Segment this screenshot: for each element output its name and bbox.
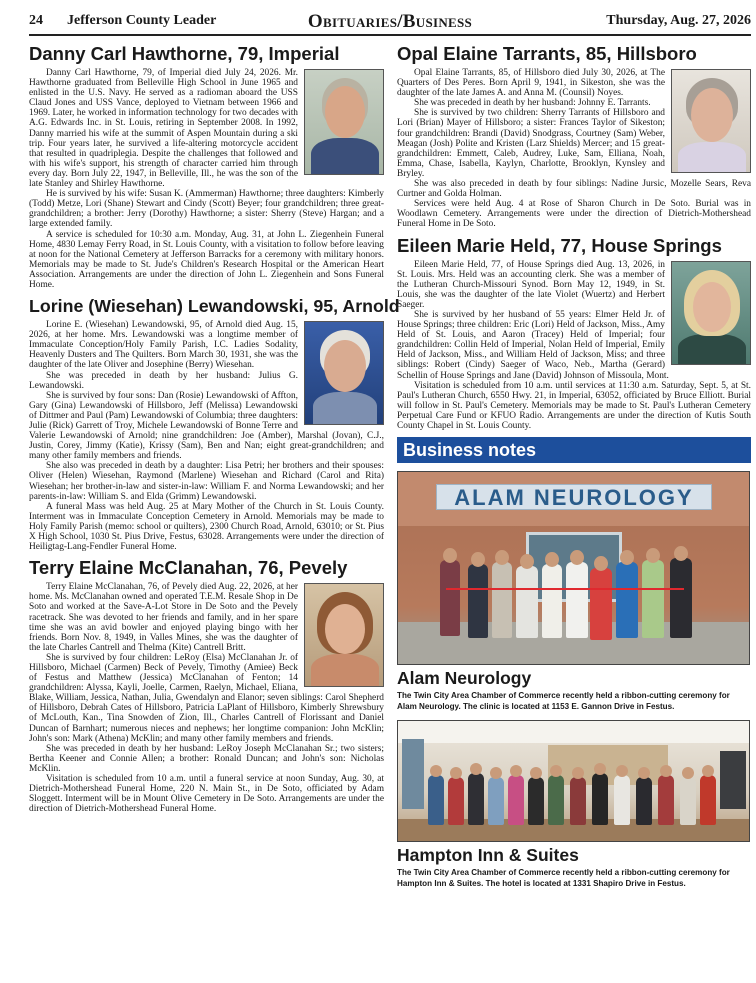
obituary-paragraph: She was preceded in death by her husband: Johnny E. Tarrants. bbox=[414, 98, 651, 109]
obituary-mcclanahan bbox=[29, 557, 384, 814]
obituary-body bbox=[397, 68, 751, 230]
issue-date: Thursday, Aug. 27, 2026 bbox=[606, 13, 751, 28]
obituary-heading: Danny Carl Hawthorne, 79, Imperial bbox=[29, 43, 340, 64]
obituary-tarrants bbox=[397, 43, 751, 230]
obituary-body bbox=[29, 68, 384, 290]
paper-name: Jefferson County Leader bbox=[67, 13, 217, 28]
business-caption: The Twin City Area Chamber of Commerce recently held a ribbon-cutting ceremony for Alam Neurology. The clinic is located at 1153 E. Gannon Drive in Festus. bbox=[397, 691, 730, 711]
left-column bbox=[29, 41, 400, 819]
obituary-paragraph: A service is scheduled for 10:30 a.m. Monday, Aug. 31, at John L. Ziegenhein Funeral Home, 4830 Lemay Ferry Road, in St. Louis County, with a visitation to follow before leaving at noon for the National Cemetery at Jefferson Barracks for a ceremony with military honors. Memorials may be made to St. Jude's Children's Research Hospital or the American Heart Association. Arrangements are under the direction of John L. Ziegenhein and Sons Funeral Home. bbox=[29, 229, 384, 290]
business-title: Alam Neurology bbox=[397, 668, 532, 689]
section-title: Obituaries/Business bbox=[307, 11, 473, 32]
obituary-heading: Opal Elaine Tarrants, 85, Hillsboro bbox=[397, 43, 697, 64]
obituary-paragraph: Visitation is scheduled from 10 a.m. until services at 11:30 a.m. Saturday, Sept. 5, at St. Paul's Lutheran Church, 6550 Hwy. 21, in Imperial, 63052, officiated by Bruce Elliott. Burial will follow in St. Paul's Cemetery. Memorials may be made to St. Paul's Lutheran Cemetery Perpetual Care Fund or KFUO Radio. Arrangements are under the direction of Kutis South County Chapel in St. Louis County. bbox=[397, 380, 751, 431]
obituary-hawthorne bbox=[29, 43, 384, 290]
obituary-heading: Eileen Marie Held, 77, House Springs bbox=[397, 234, 722, 256]
obituary-held bbox=[397, 235, 751, 432]
obituary-heading: Lorine (Wiesehan) Lewandowski, 95, Arnold bbox=[29, 296, 400, 317]
portrait-photo bbox=[304, 69, 384, 175]
business-caption: The Twin City Area Chamber of Commerce recently held a ribbon-cutting ceremony for Hampton Inn & Suites. The hotel is located at 1331 Shapiro Drive in Festus. bbox=[397, 868, 730, 888]
obituary-paragraph: Opal Elaine Tarrants, 85, of Hillsboro died July 30, 2026, at The Quarters of Des Peres. Born April 9, 1941, in Sikeston, she was the daughter of the late James A. and Anna M. (Counsil) Noyes. bbox=[397, 68, 665, 99]
page-number: 24 bbox=[29, 13, 43, 28]
obituary-paragraph: Eileen Marie Held, 77, of House Springs died Aug. 13, 2026, in St. Louis. Mrs. Held was an accounting clerk. She was a member of the Lutheran Church-Missouri Synod. Born May 12, 1949, in St. Louis, she was the daughter of the late Violet (Wuertz) and Herbert Saeger. bbox=[397, 259, 665, 310]
obituary-paragraph: She was also preceded in death by four siblings: Nadine Jursic, Mozelle Sears, Reva Curtner and Golda Holman. bbox=[397, 179, 751, 200]
obituary-paragraph: Terry Elaine McClanahan, 76, of Pevely died Aug. 22, 2026, at her home. Ms. McClanahan owned and operated T.E.M. Resale Shop in De Soto and worked at the Save-A-Lot Store in De Soto and the Pevely racetrack. She was devoted to her friends and family, and in her spare time she was an avid bowler and enjoyed playing bingo with her friends. Born Nov. 8, 1949, in Valles Mines, she was the daughter of the late Charles Cantrell and Thelma (Kite) Cantrell Britt. bbox=[29, 582, 298, 653]
obituary-paragraph: She is survived by four children: LeRoy (Elsa) McClanahan Jr. of Hillsboro, Michael (Carmen) Beck of Pevely, Timothy (Amiee) Beck of Festus and Matthew (Jessica) McClanahan of Fenton; 14 grandchildren: Alyssa, Kayli, Joelle, Carmen, Raelyn, Michael, Eliana, Blake, William, Jessica, Nathan, Julia, Gwendalyn and Elanor; seven siblings: Carol Shepherd of Hillsboro, Debrah Cates of Hillsboro, Patricia LaPlant of Hillsboro, Kimberly Shrewsbury of McLouth, Kan., Tina Snowden of Zion, Ill., Charles Cantrell of Florissant and Daniel Duncan of Barnhart; numerous nieces and nephews; her longtime companion: John McKlin; John's son: Mark (Athena) McKlin; and many other family members and friends. bbox=[29, 652, 384, 744]
obituary-paragraph: Visitation is scheduled from 10 a.m. until a funeral service at noon Sunday, Aug. 30, at Dietrich-Mothershead Funeral Home, 220 N. Main St., in De Soto, officiated by Adam Sloggett. Interment will be in Mount Olive Cemetery in De Soto. Arrangements are under the direction of Dietrich-Mothershead Funeral Home. bbox=[29, 774, 384, 815]
portrait-photo bbox=[304, 321, 384, 425]
obituary-paragraph: She was preceded in death by her husband: LeRoy Joseph McClanahan Sr.; two sisters; Bertha Keener and Connie Allen; a brother: Ronald Duncan; and John's son: Nicholas McKlin. bbox=[29, 743, 384, 774]
portrait-photo bbox=[304, 583, 384, 687]
masthead bbox=[29, 10, 751, 36]
obituary-body bbox=[397, 260, 751, 432]
obituary-body bbox=[29, 320, 384, 552]
business-notes bbox=[397, 437, 751, 889]
obituary-paragraph: She is survived by two children: Sherry Tarrants of Hillsboro and Lori (Brian) Mayer of Hillsboro; a sister: Frances Taylor of Sikeston; four grandchildren: Brandi (David) Snodgrass, Courtney (Sam) Weber, Meagan (Josh) Polite and Kristen (Larz Shields) Mercer; and 15 great-grandchildren: Emmett, Caleb, Audrey, Luke, Sam, Elliana, Noah, Emma, Chase, Isabella, Kaylyn, Charlotte, Brooklyn, Kynsley and Bryley. bbox=[397, 108, 665, 179]
obituary-heading: Terry Elaine McClanahan, 76, Pevely bbox=[29, 557, 348, 579]
portrait-photo bbox=[671, 261, 751, 365]
obituary-paragraph: She also was preceded in death by a daughter: Lisa Petri; her brothers and their spouses: Oliver (Helen) Wiesehan, Raymond (Marlene) Wiesehan and Richard (Carol and Rita) Wiesehan; her brother-in-law and sister-in-law: William F. and Norma Lewandowski; and her parents-in-law: William S. and Elda (Grimm) Lewandowski. bbox=[29, 461, 384, 502]
obituary-paragraph: Lorine E. (Wiesehan) Lewandowski, 95, of Arnold died Aug. 15, 2026, at her home. Mrs. Lewandowski was a longtime member of Immaculate Conception/Holy Family Parish, I.C. Ladies Sodality, Heavenly Dusters and The Quilters. Born March 30, 1931, she was the daughter of the late Oliver and Josephine (Berry) Wiesehan. bbox=[29, 320, 298, 371]
obituary-paragraph: A funeral Mass was held Aug. 25 at Mary Mother of the Church in St. Louis County. Interment was in Immaculate Conception Cemetery in Arnold. Memorials may be made to Holy Family Parish (memo: school or quilters), 2300 Church Road, Arnold, 63010; or St. Pius X High School, 1030 St. Pius Drive, Festus, 63028. Arrangements were under the direction of Heiligtag-Lang-Fendler Funeral Home. bbox=[29, 501, 384, 553]
building-sign: ALAM NEUROLOGY bbox=[436, 484, 712, 510]
right-column bbox=[397, 41, 751, 889]
obituary-lewandowski bbox=[29, 295, 400, 553]
obituary-paragraph: Danny Carl Hawthorne, 79, of Imperial died July 24, 2026. Mr. Hawthorne graduated from Belleville High School in June 1965 and enlisted in the U.S. Navy. He served as a radioman aboard the USS Claud Jones and USS Vance, deployed to Vietnam between 1966 and 1969. Later, he worked in information technology for two decades with A.G. Edwards Inc. in St. Louis, retiring in September 2008. In 1992, Danny married his wife at the summit of Aspen Mountain during a ski trip. Four years later, he survived a life-altering motorcycle accident that resulted in quadriplegia. Despite the challenges that followed and with his wife's support, his strength of character carried him through every day. Born July 22, 1947, in Belleville, Ill., he was the son of the late Stanley and Shirley Hawthorne. bbox=[29, 68, 298, 190]
obituary-paragraph: She was preceded in death by her husband: Julius G. Lewandowski. bbox=[29, 370, 298, 391]
portrait-photo bbox=[671, 69, 751, 173]
obituary-body bbox=[29, 582, 384, 814]
obituary-paragraph: She is survived by her husband of 55 years: Elmer Held Jr. of House Springs; three children: Eric (Lori) Held of Jackson, Miss., Amy Held of St. Louis, and Aaron (Tracey) Held of Imperial; four grandchildren: Collin Held of Imperial, Nolan Held of Imperial, Emily Held of Jackson, Miss., and William Held of Jackson, Miss; and three siblings: Robert (Cindy) Saeger of Waco, Neb., Martha (Gerard) Schellin of House Springs and Jane (David) Johnson of Missoula, Mont. bbox=[397, 309, 669, 381]
obituary-paragraph: She is survived by four sons: Dan (Rosie) Lewandowski of Affton, Gary (Gina) Lewandowski of Hillsboro, Jeff (Melissa) Lewandowski of Dittmer and Paul (Pam) Lewandowski of Columbia; three daughters: Julie (Rick) Garrett of Troy, Michele Lewandowski of Bonne Terre and Valerie Lewandowski of Arnold; nine grandchildren: Joe (Amber), Marshal (Jovan), C.J., Justin, Corey, Jimmy (Katie), Krissy (Sam), Ben and Nan; eight great-grandchildren; and many other family members and friends. bbox=[29, 390, 384, 462]
hampton-inn-photo bbox=[397, 720, 750, 842]
obituary-paragraph: Services were held Aug. 4 at Rose of Sharon Church in De Soto. Burial was in Woodlawn Cemetery. Arrangements were under the direction of Dietrich-Mothershead Funeral Home in De Soto. bbox=[397, 199, 751, 230]
alam-neurology-photo bbox=[397, 471, 750, 665]
business-notes-banner: Business notes bbox=[397, 437, 751, 463]
obituary-paragraph: He is survived by his wife: Susan K. (Ammerman) Hawthorne; three daughters: Kimberly (Todd) Metze, Lori (Shane) Stewart and Cindy (Scott) Beyer; four grandchildren; three great-grandchildren; a brother: Jerry (Dorothy) Hawthorne; a sister: Sherry (Steve) Hargan; and a large extended family. bbox=[29, 189, 384, 230]
business-title: Hampton Inn & Suites bbox=[397, 845, 579, 866]
